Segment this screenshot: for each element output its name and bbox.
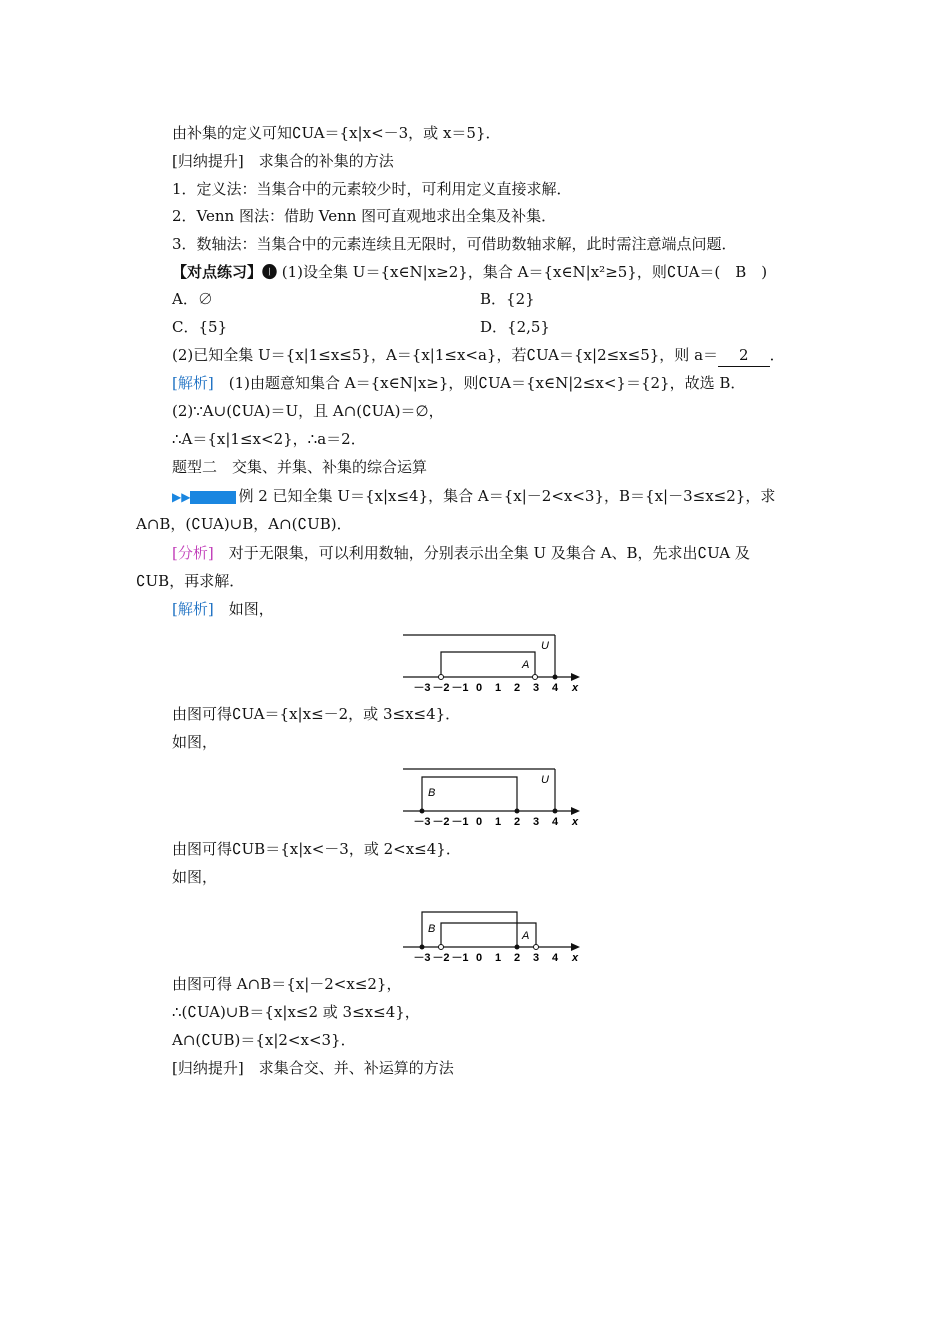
axis-var: x xyxy=(572,952,579,964)
option-c: C．{5} xyxy=(172,318,228,336)
text-line: 由图可得∁UB＝{x|x<－3，或 2<x≤4}． xyxy=(172,840,461,858)
tick-label: －1 xyxy=(451,682,469,694)
text-line: 3．数轴法：当集合中的元素连续且无限时，可借助数轴求解，此时需注意端点问题． xyxy=(172,235,737,253)
solution-tag: [解析] xyxy=(172,374,214,392)
tick-label: －2 xyxy=(432,682,450,694)
tick-label: 3 xyxy=(532,816,540,828)
open-point xyxy=(439,675,444,680)
closed-point xyxy=(553,675,558,680)
set-a-bracket xyxy=(441,652,535,677)
example-line xyxy=(172,485,775,508)
set-b-bracket xyxy=(422,912,517,947)
analysis-tag: [分析] xyxy=(172,544,214,562)
text-line: 如图， xyxy=(172,868,218,886)
option-d: D．{2,5} xyxy=(480,318,550,336)
summary-tag: [归纳提升] xyxy=(172,152,244,170)
tick-label: 0 xyxy=(475,952,483,964)
tick-label: －3 xyxy=(413,682,431,694)
analysis-line xyxy=(172,542,750,564)
text-line: 由补集的定义可知∁UA＝{x|x<－3，或 x＝5}． xyxy=(172,124,501,142)
example-text: 例 2 已知全集 U＝{x|x≤4}，集合 A＝{x|－2<x<3}，B＝{x|－3≤x≤2}，求 xyxy=(238,487,776,505)
summary-title: 求集合交、并、补运算的方法 xyxy=(243,1059,454,1077)
tick-label: 4 xyxy=(551,682,559,694)
double-arrow-icon: ▶▶ xyxy=(172,490,191,504)
axis-arrow-icon xyxy=(571,807,580,815)
tick-label: 2 xyxy=(513,682,521,694)
solution-line xyxy=(172,598,274,620)
axis-var: x xyxy=(572,816,579,828)
tick-label: 0 xyxy=(475,816,483,828)
summary-title: 求集合的补集的方法 xyxy=(243,152,394,170)
text-line: (2)∵A∪(∁UA)＝U，且 A∩(∁UA)＝∅， xyxy=(172,402,444,420)
text-line: 由图可得 A∩B＝{x|－2<x≤2}， xyxy=(172,975,402,993)
set-b-bracket xyxy=(422,777,517,811)
closed-point xyxy=(420,945,425,950)
solution-text: 如图， xyxy=(213,600,274,618)
number-line-figure-2 xyxy=(398,766,586,830)
closed-point xyxy=(515,945,520,950)
closed-point xyxy=(553,809,558,814)
axis-arrow-icon xyxy=(571,943,580,951)
closed-point xyxy=(515,809,520,814)
text-line: 2．Venn 图法：借助 Venn 图可直观地求出全集及补集． xyxy=(172,207,557,225)
tick-label: 2 xyxy=(513,816,521,828)
closed-point xyxy=(420,809,425,814)
tick-label: －1 xyxy=(451,816,469,828)
text-line: 如图， xyxy=(172,733,218,751)
section-heading: 题型二 交集、并集、补集的综合运算 xyxy=(172,458,428,476)
axis-tick-labels xyxy=(413,682,559,694)
text-line: ∁UB，再求解． xyxy=(136,572,245,590)
practice-tag: 【对点练习】❶ xyxy=(172,263,278,281)
practice-question: (1)设全集 U＝{x∈N|x≥2}，集合 A＝{x∈N|x²≥5}，则∁UA＝( B ) xyxy=(277,263,768,281)
axis-var: x xyxy=(572,682,579,694)
label-u: U xyxy=(541,640,549,652)
text-line: 1．定义法：当集合中的元素较少时，可利用定义直接求解． xyxy=(172,180,572,198)
label-b: B xyxy=(428,923,436,935)
analysis-text: 对于无限集，可以利用数轴，分别表示出全集 U 及集合 A、B，先求出∁UA 及 xyxy=(213,544,750,562)
tick-label: 3 xyxy=(532,682,540,694)
axis-arrow-icon xyxy=(571,673,580,681)
text-line: A∩(∁UB)＝{x|2<x<3}． xyxy=(172,1031,356,1049)
label-b: B xyxy=(428,787,436,799)
tick-label: 1 xyxy=(494,816,502,828)
solution-tag: [解析] xyxy=(172,600,214,618)
summary-heading xyxy=(172,150,394,172)
solution-line xyxy=(172,372,745,394)
practice-line xyxy=(172,261,767,283)
label-a: A xyxy=(522,659,530,671)
tick-label: －3 xyxy=(413,816,431,828)
tick-label: －2 xyxy=(432,952,450,964)
axis-tick-labels xyxy=(413,816,559,828)
text-line: 由图可得∁UA＝{x|x≤－2，或 3≤x≤4}． xyxy=(172,705,461,723)
tick-label: 1 xyxy=(494,682,502,694)
open-point xyxy=(439,945,444,950)
tick-label: －2 xyxy=(432,816,450,828)
text-line: ∴(∁UA)∪B＝{x|x≤2 或 3≤x≤4}， xyxy=(172,1003,420,1021)
tick-label: －3 xyxy=(413,952,431,964)
option-b: B．{2} xyxy=(480,290,535,308)
solution-text: (1)由题意知集合 A＝{x∈N|x≥}，则∁UA＝{x∈N|2≤x<}＝{2}，故选 B． xyxy=(213,374,746,392)
open-point xyxy=(534,945,539,950)
label-u: U xyxy=(541,774,549,786)
text-line: ∴A＝{x|1≤x<2}，∴a＝2． xyxy=(172,430,366,448)
tick-label: 4 xyxy=(551,816,559,828)
summary-tag: [归纳提升] xyxy=(172,1059,244,1077)
axis-tick-labels xyxy=(413,952,559,964)
example-badge-icon xyxy=(190,491,236,504)
tick-label: 3 xyxy=(532,952,540,964)
number-line-figure-1 xyxy=(398,632,586,696)
text-line: A∩B，(∁UA)∪B，A∩(∁UB)． xyxy=(136,515,352,533)
tick-label: 0 xyxy=(475,682,483,694)
tick-label: 4 xyxy=(551,952,559,964)
label-a: A xyxy=(522,930,530,942)
summary-heading xyxy=(172,1057,454,1079)
question-2-text: (2)已知全集 U＝{x|1≤x≤5}，A＝{x|1≤x<a}，若∁UA＝{x|2≤x≤5}，则 a＝ xyxy=(172,346,719,364)
tick-label: 2 xyxy=(513,952,521,964)
tick-label: －1 xyxy=(451,952,469,964)
number-line-figure-3 xyxy=(398,902,586,966)
tick-label: 1 xyxy=(494,952,502,964)
open-point xyxy=(533,675,538,680)
answer-blank: 2 xyxy=(718,344,770,367)
question-2-line xyxy=(172,344,785,367)
question-2-end: ． xyxy=(769,346,785,364)
option-a: A．∅ xyxy=(172,290,213,308)
